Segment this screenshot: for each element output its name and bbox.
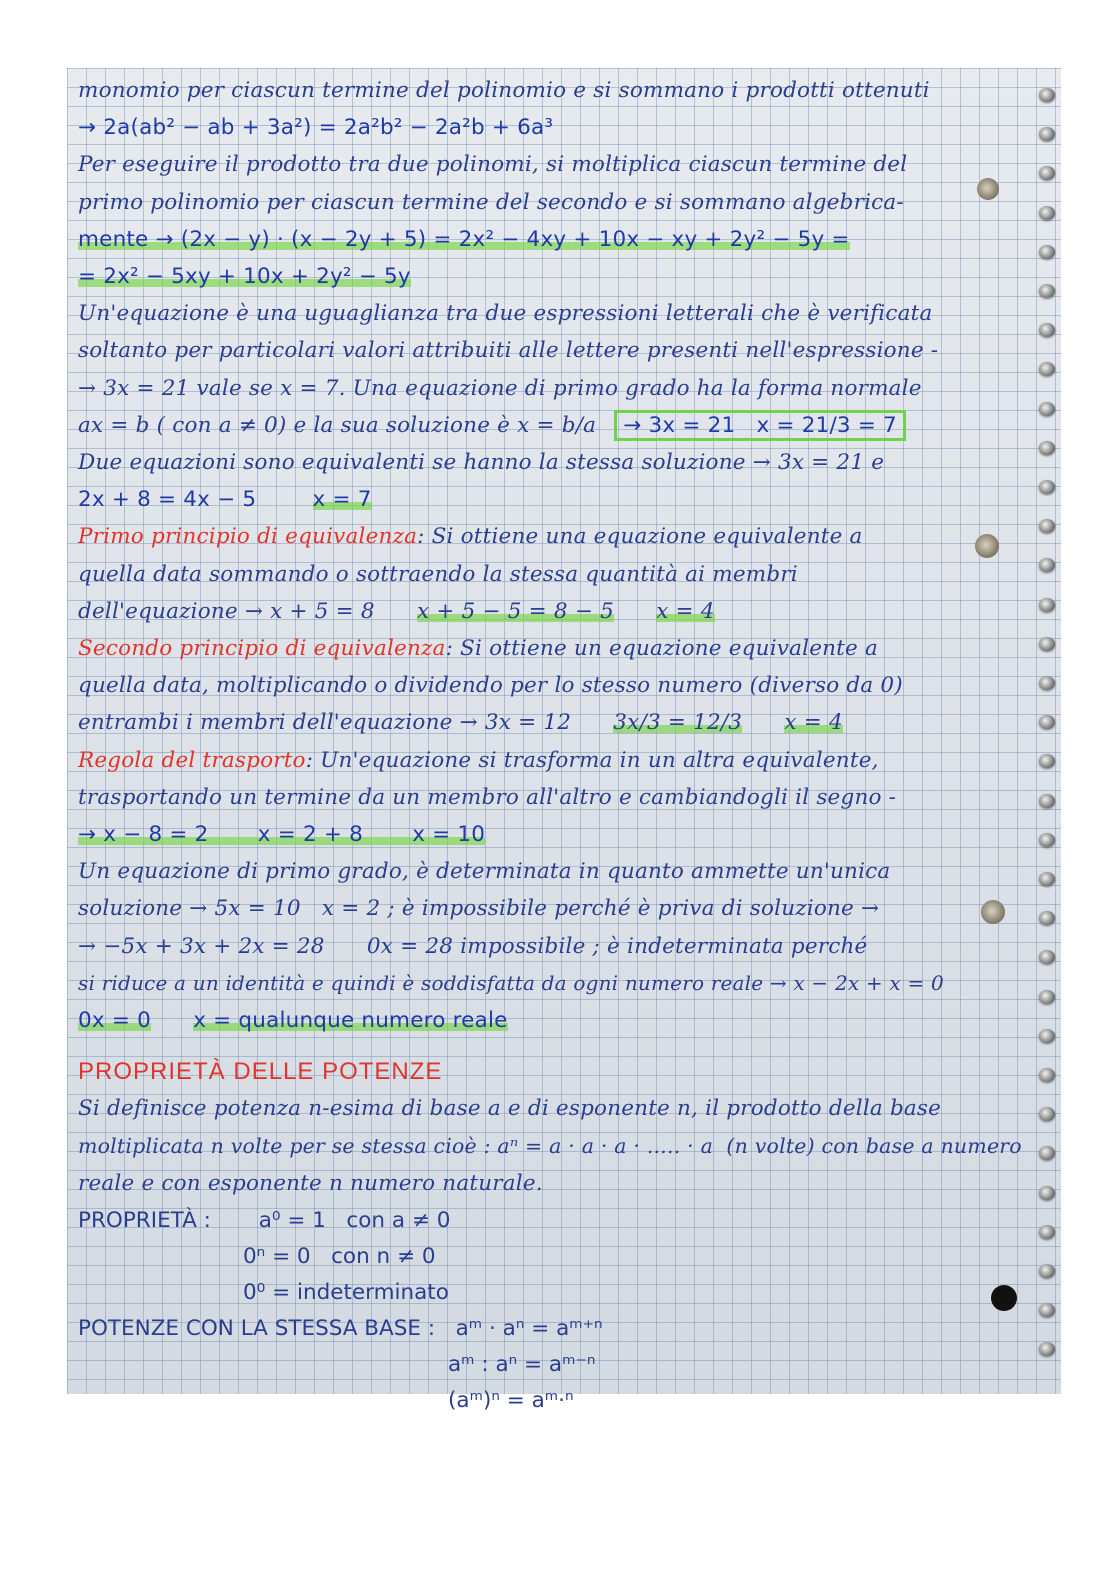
formula-line [78,481,1038,518]
note-line: moltiplicata n volte per se stessa cioè : aⁿ = a · a · a · ..... · a (n volte) con base a numero [78,1133,1022,1158]
highlighted-text: x = 7 [312,487,372,513]
spiral-ring [1039,794,1055,808]
highlighted-text: → x − 8 = 2 x = 2 + 8 x = 10 [78,822,486,848]
handwritten-notes [78,72,1038,1414]
spiral-ring [1039,637,1055,651]
highlighted-text: 0x = 0 [78,1008,151,1034]
spiral-ring [1039,166,1055,180]
red-heading: Regola del trasporto [78,747,306,773]
text-segment: : Si ottiene un equazione equivalente a [445,636,878,662]
spiral-ring [1039,284,1055,298]
property-row [78,1346,1038,1382]
text-segment: : Si ottiene una equazione equivalente a [417,524,863,550]
spiral-ring [1039,1146,1055,1160]
section-title: PROPRIETÀ DELLE POTENZE [78,1058,443,1086]
spiral-ring [1039,402,1055,416]
spiral-ring [1039,911,1055,925]
property-label: PROPRIETÀ : [78,1208,211,1234]
highlighted-text: mente → (2x − y) · (x − 2y + 5) = 2x² − 4xy + 10x − xy + 2y² − 5y = [78,226,850,252]
formula-line [78,221,1038,258]
boxed-formula: → 3x = 21 x = 21/3 = 7 [617,413,903,438]
note-line: trasportando un termine da un membro all'altro e cambiandogli il segno - [78,784,897,810]
note-line: Due equazioni sono equivalenti se hanno la stessa soluzione → 3x = 21 e [78,450,885,476]
same-base-label: POTENZE CON LA STESSA BASE : [78,1316,436,1342]
power-rule: aᵐ : aⁿ = aᵐ⁻ⁿ [448,1352,596,1378]
spiral-ring [1039,1186,1055,1200]
note-line: reale e con esponente n numero naturale. [78,1170,543,1196]
property-row [78,1238,1038,1274]
note-line [78,518,1038,555]
highlighted-text: x + 5 − 5 = 8 − 5 [416,598,614,624]
note-line [78,407,1038,444]
note-line: si riduce a un identità e quindi è soddisfatta da ogni numero reale → x − 2x + x = 0 [78,970,944,995]
spiral-ring [1039,1068,1055,1082]
spiral-ring [1039,323,1055,337]
note-line: Per eseguire il prodotto tra due polinomi, si moltiplica ciascun termine del [78,152,908,178]
property-formula: 0⁰ = indeterminato [243,1280,449,1306]
highlighted-text: x = 4 [784,710,843,736]
spiral-ring [1039,872,1055,886]
spiral-ring [1039,88,1055,102]
property-row [78,1382,1038,1418]
spiral-ring [1039,245,1055,259]
spiral-ring [1039,715,1055,729]
formula-line: → 2a(ab² − ab + 3a²) = 2a²b² − 2a²b + 6a³ [78,115,554,141]
formula-line [78,1002,1038,1039]
highlighted-text: 3x/3 = 12/3 [613,710,743,736]
property-formula: 0ⁿ = 0 con n ≠ 0 [243,1244,436,1270]
red-heading: Primo principio di equivalenza [78,524,418,550]
property-row [78,1274,1038,1310]
spiral-ring [1039,519,1055,533]
spiral-ring [1039,990,1055,1004]
spiral-ring [1039,1225,1055,1239]
spiral-ring [1039,754,1055,768]
spiral-ring [1039,1342,1055,1356]
text-segment: entrambi i membri dell'equazione → 3x = 12 [78,710,572,736]
note-line: Un equazione di primo grado, è determinata in quanto ammette un'unica [78,859,891,885]
spiral-ring [1039,206,1055,220]
spiral-ring [1039,950,1055,964]
property-row [78,1310,1038,1346]
note-line: soltanto per particolari valori attribuiti alle lettere presenti nell'espressione - [78,338,939,364]
property-row [78,1202,1038,1238]
text-segment: ax = b ( con a ≠ 0) e la sua soluzione è x = b/a [78,412,597,438]
text-segment: : Un'equazione si trasforma in un altra equivalente, [305,747,879,773]
spiral-ring [1039,127,1055,141]
spiral-ring [1039,676,1055,690]
note-line [78,593,1038,630]
spiral-ring [1039,833,1055,847]
property-formula: a⁰ = 1 con a ≠ 0 [258,1208,451,1234]
spiral-ring [1039,480,1055,494]
note-line [78,742,1038,779]
formula-line [78,258,1038,295]
note-line: quella data sommando o sottraendo la stessa quantità ai membri [78,561,798,587]
note-line [78,704,1038,741]
note-line: soluzione → 5x = 10 x = 2 ; è impossibile perché è priva di soluzione → [78,896,880,922]
spiral-ring [1039,1107,1055,1121]
power-rule: (aᵐ)ⁿ = aᵐ·ⁿ [448,1388,574,1414]
spiral-ring [1039,1029,1055,1043]
text-segment: dell'equazione → x + 5 = 8 [78,598,375,624]
text-segment: 2x + 8 = 4x − 5 [78,487,257,513]
note-line [78,630,1038,667]
highlighted-text: x = 4 [656,598,715,624]
formula-line [78,816,1038,853]
note-line: → 3x = 21 vale se x = 7. Una equazione di primo grado ha la forma normale [78,375,922,401]
power-rule: aᵐ · aⁿ = aᵐ⁺ⁿ [455,1316,603,1342]
highlighted-text: x = qualunque numero reale [193,1008,508,1034]
note-line: monomio per ciascun termine del polinomio e si sommano i prodotti ottenuti [78,78,930,103]
spiral-ring [1039,441,1055,455]
note-line: Si definisce potenza n-esima di base a e di esponente n, il prodotto della base [78,1096,942,1122]
note-line: quella data, moltiplicando o dividendo per lo stesso numero (diverso da 0) [78,673,903,699]
spiral-ring [1039,598,1055,612]
spiral-ring [1039,362,1055,376]
spiral-ring [1039,1264,1055,1278]
note-line: primo polinomio per ciascun termine del secondo e si sommano algebrica- [78,189,904,215]
highlighted-text: = 2x² − 5xy + 10x + 2y² − 5y [78,264,411,290]
spiral-ring [1039,558,1055,572]
note-line: Un'equazione è una uguaglianza tra due espressioni letterali che è verificata [78,301,933,327]
spiral-ring [1039,1303,1055,1317]
note-line: → −5x + 3x + 2x = 28 0x = 28 impossibile ; è indeterminata perché [78,933,868,959]
red-heading: Secondo principio di equivalenza [78,636,446,662]
